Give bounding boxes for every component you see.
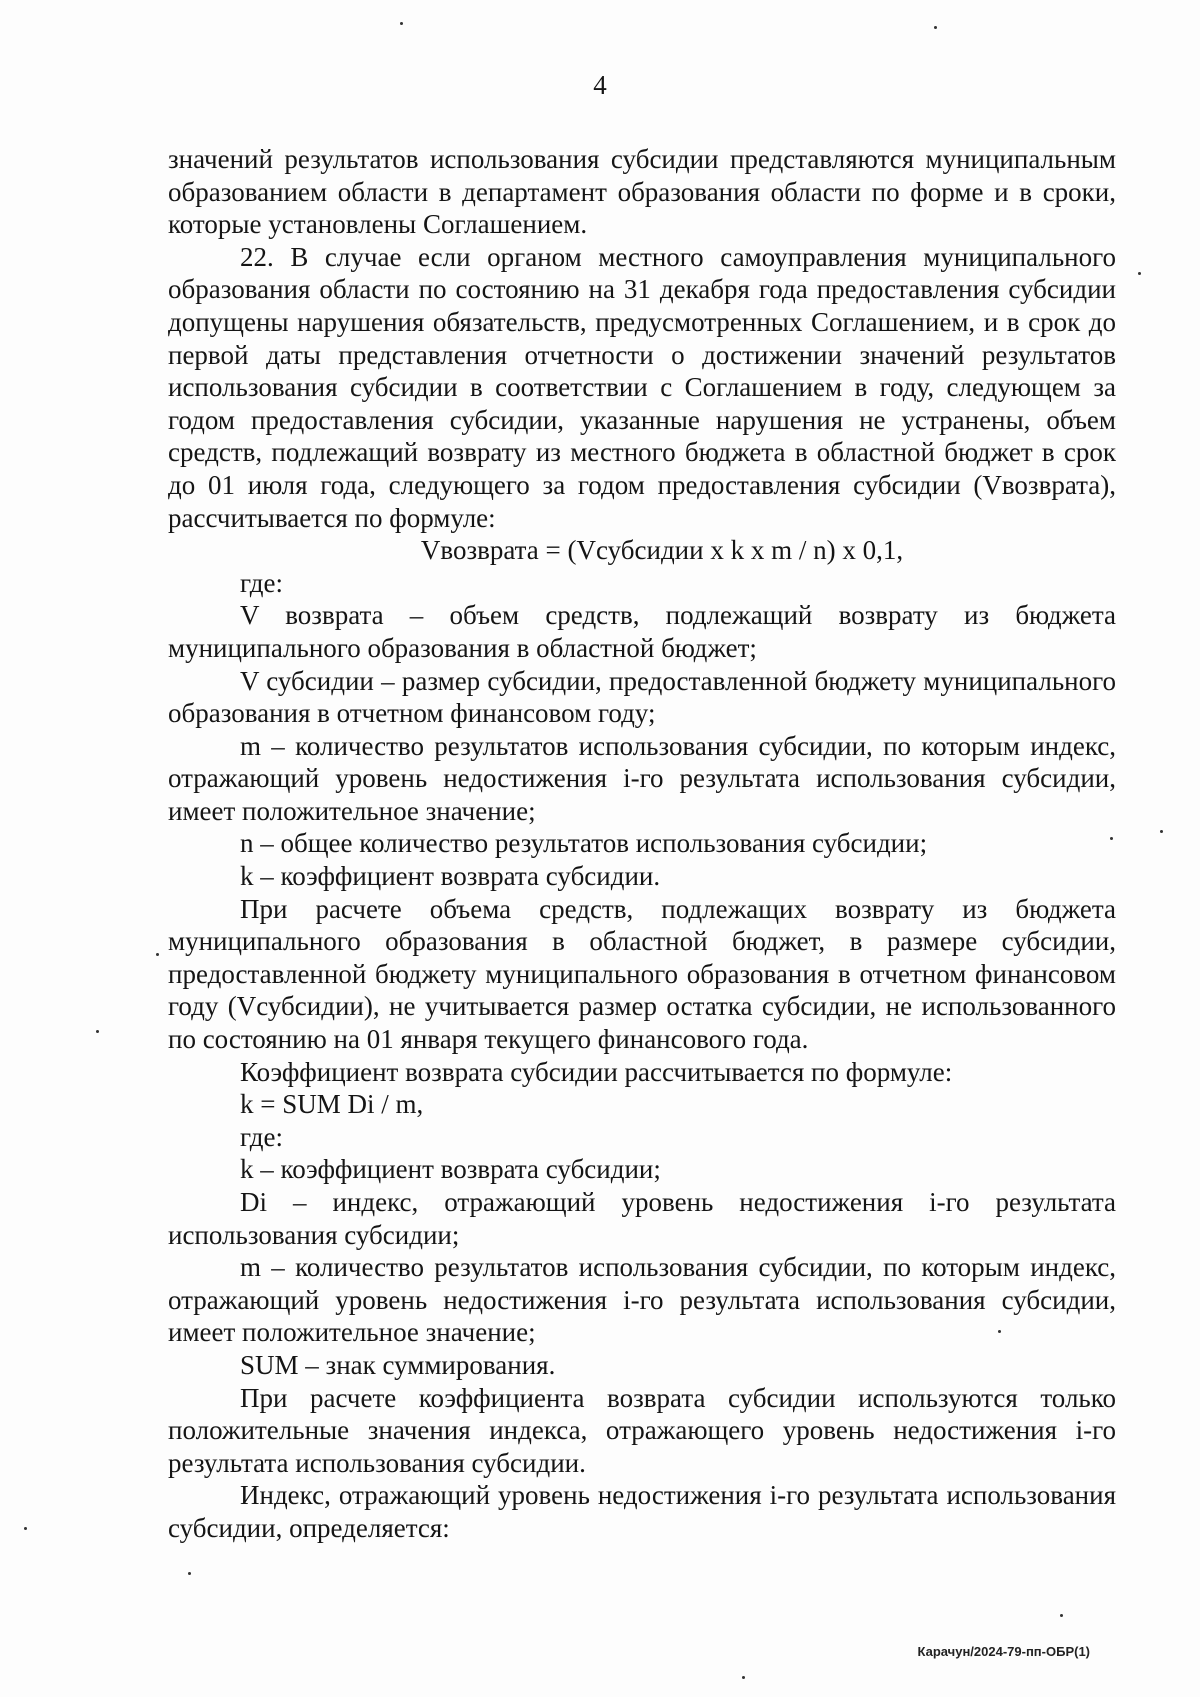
definition-m: m – количество результатов использования субсидии, по которым индекс, отражающий уровень недостижения i-го результата использования субсидии, имеет положительное значение; — [168, 730, 1116, 826]
definition-v-subsidy: V субсидии – размер субсидии, предоставленной бюджету муниципального образования в отчетном финансовом году; — [168, 665, 1116, 729]
definition-di: Di – индекс, отражающий уровень недостижения i-го результата использования субсидии; — [168, 1187, 1116, 1250]
page-number: 4 — [593, 70, 607, 100]
paragraph-index-definition: Индекс, отражающий уровень недостижения i-го результата использования субсидии, определяется: — [168, 1480, 1116, 1543]
definition-k-2: k – коэффициент возврата субсидии; — [240, 1154, 661, 1185]
scan-speck — [1110, 837, 1113, 840]
where-label: где: — [240, 567, 283, 598]
scan-speck — [400, 22, 403, 25]
scan-speck — [934, 26, 937, 29]
scan-speck — [156, 953, 159, 956]
definition-k: k – коэффициент возврата субсидии. — [240, 861, 661, 892]
scan-speck — [188, 1572, 191, 1575]
paragraph-coefficient-intro: Коэффициент возврата субсидии рассчитывается по формуле: — [240, 1056, 953, 1087]
scan-speck — [96, 1030, 99, 1033]
document-body — [168, 143, 1116, 1545]
formula-k: k = SUM Di / m, — [240, 1089, 424, 1120]
definition-n: n – общее количество результатов использования субсидии; — [240, 828, 928, 859]
where-label-2: где: — [240, 1121, 283, 1152]
scan-speck — [1060, 1614, 1063, 1617]
definition-v-return: V возврата – объем средств, подлежащий возврату из бюджета муниципального образования в областной бюджет; — [168, 600, 1116, 663]
paragraph-clause-22: 22. В случае если органом местного самоуправления муниципального образования области по состоянию на 31 декабря года предоставления субсидии допущены нарушения обязательств, предусмотренных Соглашением, и в срок до первой даты представления отчетности о достижении значений результатов использования субсидии в соответствии с Соглашением в году, следующем за годом предоставления субсидии, указанные нарушения не устранены, объем средств, подлежащий возврату из местного бюджета в областной бюджет в срок до 01 июля года, следующего за годом предоставления субсидии (Vвозврата), рассчитывается по формуле: — [168, 241, 1116, 533]
formula-v-return: Vвозврата = (Vсубсидии x k x m / n) x 0,1, — [420, 535, 904, 566]
paragraph-continuation: значений результатов использования субсидии представляются муниципальным образованием области в департамент образования области по форме и в сроки, которые установлены Соглашением. — [168, 144, 1116, 240]
scan-speck — [1160, 830, 1163, 833]
scan-speck — [1138, 272, 1141, 275]
footer-document-code: Карачун/2024-79-пп-ОБР(1) — [917, 1644, 1090, 1659]
definition-sum: SUM – знак суммирования. — [240, 1349, 556, 1380]
paragraph-calculation-note: При расчете объема средств, подлежащих возврату из бюджета муниципального образования в областной бюджет, в размере субсидии, предоставленной бюджету муниципального образования в отчетном финансовом году (Vсубсидии), не учитывается размер остатка субсидии, не использованного по состоянию на 01 января текущего финансового года. — [168, 893, 1116, 1055]
paragraph-positive-values: При расчете коэффициента возврата субсидии используются только положительные значения индекса, отражающего уровень недостижения i-го результата использования субсидии. — [168, 1382, 1116, 1478]
scan-speck — [742, 1676, 745, 1679]
scan-speck — [24, 1527, 27, 1530]
definition-m-2: m – количество результатов использования субсидии, по которым индекс, отражающий уровень недостижения i-го результата использования субсидии, имеет положительное значение; — [168, 1252, 1116, 1348]
scan-speck — [998, 1330, 1001, 1333]
